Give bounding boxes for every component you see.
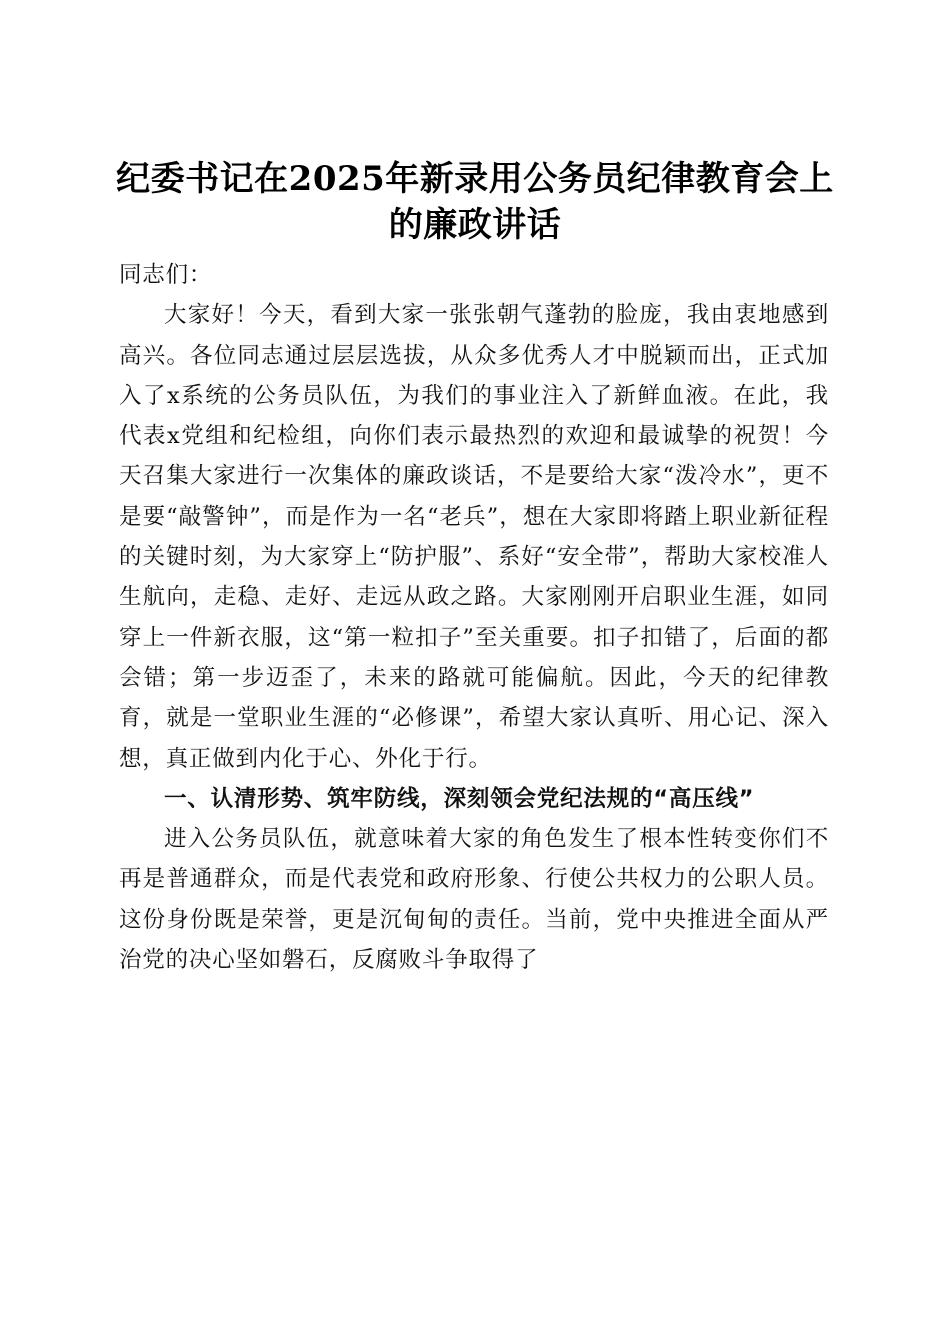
opening-paragraph: 大家好！今天，看到大家一张张朝气蓬勃的脸庞，我由衷地感到高兴。各位同志通过层层选拔，从众多优秀人才中脱颖而出，正式加入了x系统的公务员队伍，为我们的事业注入了新鲜血液。在此，我代表x党组和纪检组，向你们表示最热烈的欢迎和最诚挚的祝贺！今天召集大家进行一次集体的廉政谈话，不是要给大家“泼冷水”，更不是要“敲警钟”，而是作为一名“老兵”，想在大家即将踏上职业新征程的关键时刻，为大家穿上“防护服”、系好“安全带”，帮助大家校准人生航向，走稳、走好、走远从政之路。大家刚刚开启职业生涯，如同穿上一件新衣服，这“第一粒扣子”至关重要。扣子扣错了，后面的都会错；第一步迈歪了，未来的路就可能偏航。因此，今天的纪律教育，就是一堂职业生涯的“必修课”，希望大家认真听、用心记、深入想，真正做到内化于心、外化于行。 <box>119 302 829 772</box>
salutation: 同志们： <box>119 262 213 288</box>
document-title: 纪委书记在2025年新录用公务员纪律教育会上的廉政讲话 <box>116 158 834 245</box>
section-paragraph: 进入公务员队伍，就意味着大家的角色发生了根本性转变你们不再是普通群众，而是代表党和政府形象、行使公共权力的公职人员。这份身份既是荣誉，更是沉甸甸的责任。当前，党中央推进全面从严治党的决心坚如磐石，反腐败斗争取得了 <box>119 826 829 974</box>
document-body <box>119 255 829 980</box>
section-heading: 一、认清形势、筑牢防线，深刻领会党纪法规的“高压线” <box>164 785 755 812</box>
